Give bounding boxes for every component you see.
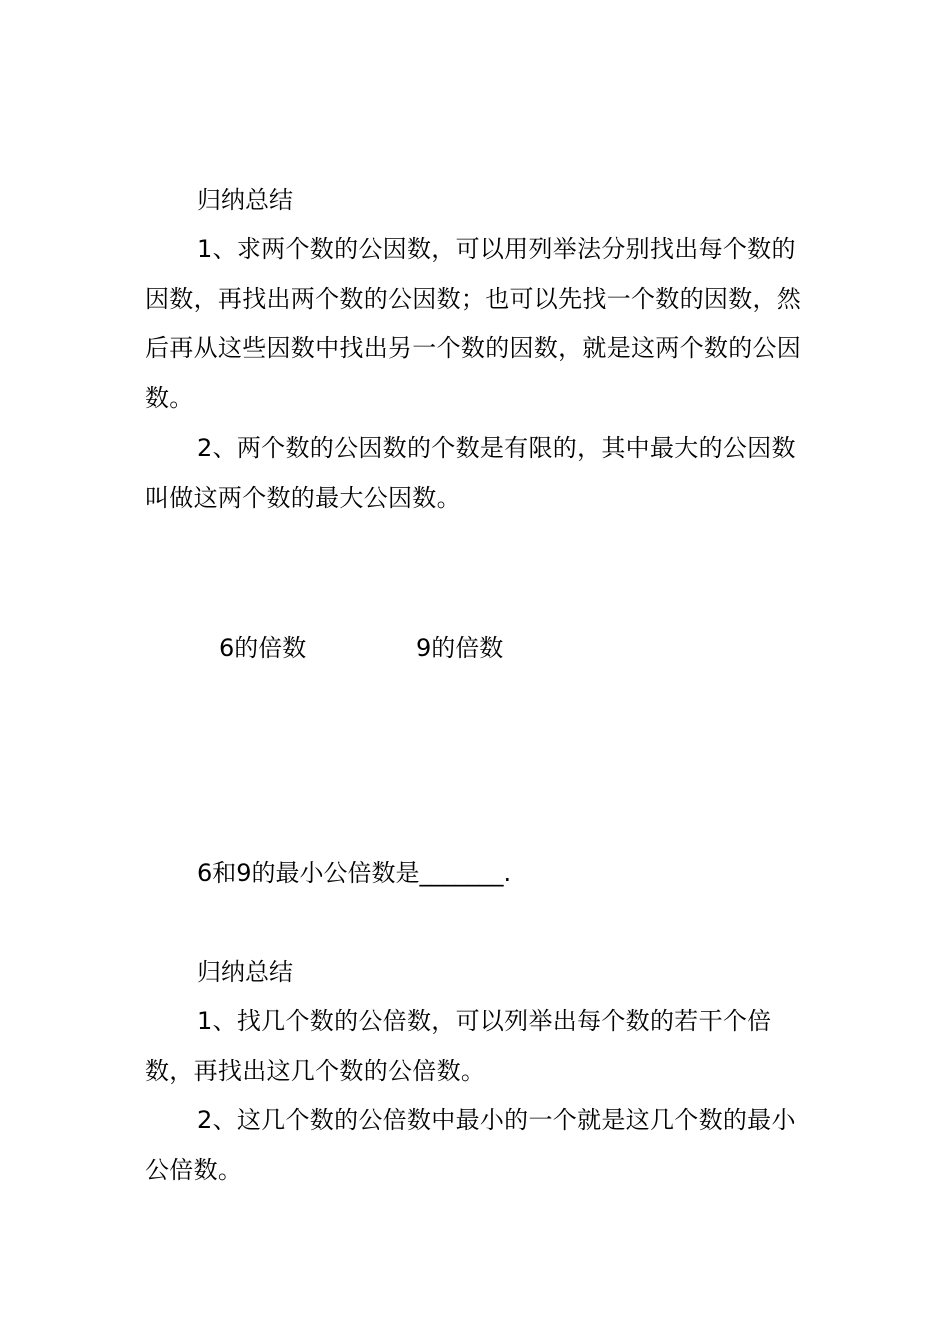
lcm-question <box>197 857 511 889</box>
multiples-of-9-label: 9的倍数 <box>416 634 504 662</box>
summary2-point-1: 1、找几个数的公倍数，可以列举出每个数的若干个倍数，再找出这几个数的公倍数。 <box>145 1007 772 1085</box>
summary1-point-1: 1、求两个数的公因数，可以用列举法分别找出每个数的因数，再找出两个数的公因数；也可以先找一个数的因数，然后再从这些因数中找出另一个数的因数，就是这两个数的公因数。 <box>145 235 802 412</box>
summary-heading-1: 归纳总结 <box>197 186 293 214</box>
multiples-of-6-label: 6的倍数 <box>219 634 307 662</box>
summary2-point-2: 2、这几个数的公倍数中最小的一个就是这几个数的最小公倍数。 <box>145 1106 796 1184</box>
question-period: . <box>503 859 512 887</box>
summary1-point-2: 2、两个数的公因数的个数是有限的，其中最大的公因数叫做这两个数的最大公因数。 <box>145 434 796 512</box>
answer-blank: _______ <box>419 859 504 887</box>
summary-heading-2: 归纳总结 <box>197 958 293 986</box>
lcm-question-text: 6和9的最小公倍数是 <box>197 859 420 887</box>
